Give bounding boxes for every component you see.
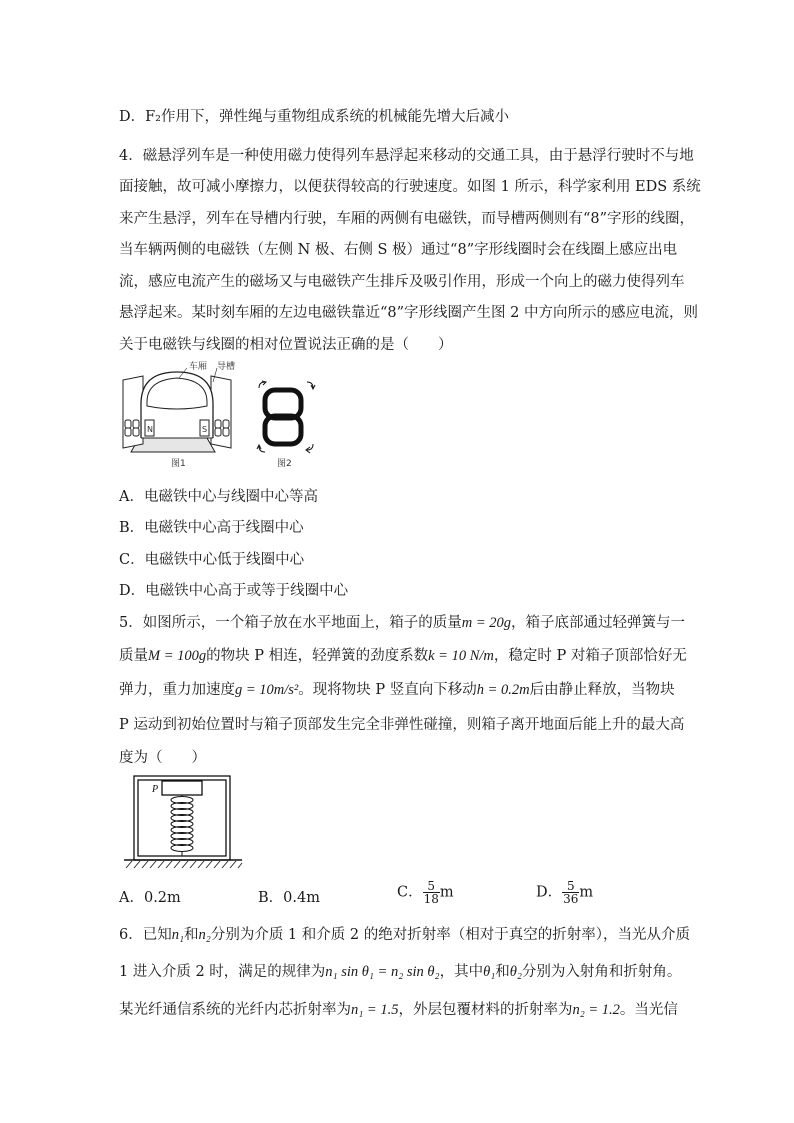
q6-cladding-index: n₂ = 1.2	[572, 1002, 620, 1018]
q4-line-6: 悬浮起来。某时刻车厢的左边电磁铁靠近“8”字形线圈产生图 2 中方向所示的感应电流，则	[119, 305, 698, 321]
q6-text: 。当光信	[619, 1002, 678, 1018]
figure-eight-coil	[257, 381, 315, 453]
q5-text: ，稳定时 P 对箱子顶部恰好无	[493, 648, 687, 664]
fig2-caption: 图2	[277, 459, 292, 469]
label-car: 车厢	[189, 362, 208, 372]
q6-snell-law: n₁ sin θ₁ = n₂ sin θ₂	[325, 964, 440, 980]
q6-text: 和	[495, 964, 510, 980]
q6-text: ，外层包覆材料的折射率为	[398, 1002, 573, 1018]
q6-text: 6．已知	[119, 927, 172, 943]
q4-line-7: 关于电磁铁与线圈的相对位置说法正确的是（ ）	[119, 337, 453, 353]
q4-option-a[interactable]: A．电磁铁中心与线圈中心等高	[119, 489, 318, 505]
q5-line-3	[119, 680, 675, 700]
q6-line-2	[119, 962, 681, 982]
box-spring-diagram	[122, 774, 244, 872]
q6-text: 分别为介质 1 和介质 2 的绝对折射率（相对于真空的折射率），当光从介质	[210, 927, 690, 943]
q5-mass-block: M = 100g	[148, 648, 207, 664]
q6-theta2: θ₂	[509, 964, 522, 980]
numerator: 5	[562, 880, 579, 893]
q6-text: 某光纤通信系统的光纤内芯折射率为	[119, 1002, 351, 1018]
option-prefix: D．	[536, 884, 563, 901]
label-p: P	[152, 784, 159, 795]
q5-line-4: P 运动到初始位置时与箱子顶部发生完全非弹性碰撞，则箱子离开地面后能上升的最大高	[119, 717, 685, 733]
q6-n2: n₂	[198, 927, 211, 943]
q5-option-b[interactable]: B．0.4m	[258, 890, 320, 906]
label-groove: 导槽	[217, 362, 236, 372]
denominator: 18	[423, 892, 439, 906]
unit: m	[439, 884, 454, 901]
q5-line-2	[119, 646, 687, 666]
q4-figure	[119, 360, 329, 470]
q6-n1: n₁	[171, 927, 185, 943]
q5-gravity: g = 10m/s²	[235, 682, 299, 698]
q5-text: 的物块 P 相连，轻弹簧的劲度系数	[206, 648, 429, 664]
q5-text: 质量	[119, 648, 148, 664]
q6-text: 1 进入介质 2 时，满足的规律为	[119, 964, 326, 980]
maglev-train-diagram	[123, 368, 231, 452]
q6-line-1	[119, 925, 690, 945]
q5-option-a[interactable]: A．0.2m	[119, 890, 181, 906]
q6-theta1: θ₁	[483, 964, 496, 980]
q5-option-c[interactable]	[397, 880, 454, 905]
q5-text: 弹力，重力加速度	[119, 682, 235, 698]
option-prefix: C．	[397, 884, 423, 901]
q3-option-d[interactable]: D．F₂作用下，弹性绳与重物组成系统的机械能先增大后减小	[119, 109, 509, 125]
q4-line-4: 当车辆两侧的电磁铁（左侧 N 极、右侧 S 极）通过“8”字形线圈时会在线圈上感应出电	[119, 242, 678, 258]
q6-text: 分别为入射角和折射角。	[521, 964, 682, 980]
numerator: 5	[423, 880, 440, 893]
q4-line-2: 面接触，故可减小摩擦力，以便获得较高的行驶速度。如图 1 所示，科学家利用 EDS 系统	[119, 179, 701, 195]
q5-mass-box: m = 20g	[461, 615, 511, 631]
q5-height: h = 0.2m	[476, 682, 530, 698]
pole-n: N	[147, 425, 153, 434]
q5-text: 。现将物块 P 竖直向下移动	[298, 682, 477, 698]
q5-option-d[interactable]	[536, 880, 593, 905]
q5-spring-k: k = 10 N/m	[428, 648, 494, 664]
fraction	[423, 880, 440, 905]
q6-text: ，其中	[439, 964, 484, 980]
fraction	[562, 880, 579, 905]
fig1-caption: 图1	[171, 459, 186, 469]
pole-s: S	[202, 425, 208, 434]
q5-line-1	[119, 613, 685, 633]
q4-option-b[interactable]: B．电磁铁中心高于线圈中心	[119, 520, 304, 536]
q4-line-5: 流，感应电流产生的磁场又与电磁铁产生排斥及吸引作用，形成一个向上的磁力使得列车	[119, 274, 685, 290]
q4-option-d[interactable]: D．电磁铁中心高于或等于线圈中心	[119, 583, 349, 599]
denominator: 36	[563, 892, 579, 906]
q5-text: ，箱子底部通过轻弹簧与一	[511, 615, 685, 631]
q6-core-index: n₁ = 1.5	[351, 1002, 399, 1018]
q4-line-1: 4．磁悬浮列车是一种使用磁力使得列车悬浮起来移动的交通工具，由于悬浮行驶时不与地	[119, 148, 694, 164]
q6-line-3	[119, 1000, 678, 1020]
q6-text: 和	[184, 927, 199, 943]
q4-line-3: 来产生悬浮，列车在导槽内行驶，车厢的两侧有电磁铁，而导槽两侧则有“8”字形的线圈，	[119, 211, 695, 227]
unit: m	[579, 884, 594, 901]
q5-text: 5．如图所示，一个箱子放在水平地面上，箱子的质量	[119, 615, 462, 631]
q5-line-5: 度为（ ）	[119, 750, 206, 766]
q5-text: 后由静止释放，当物块	[529, 682, 675, 698]
q4-option-c[interactable]: C．电磁铁中心低于线圈中心	[119, 552, 305, 568]
